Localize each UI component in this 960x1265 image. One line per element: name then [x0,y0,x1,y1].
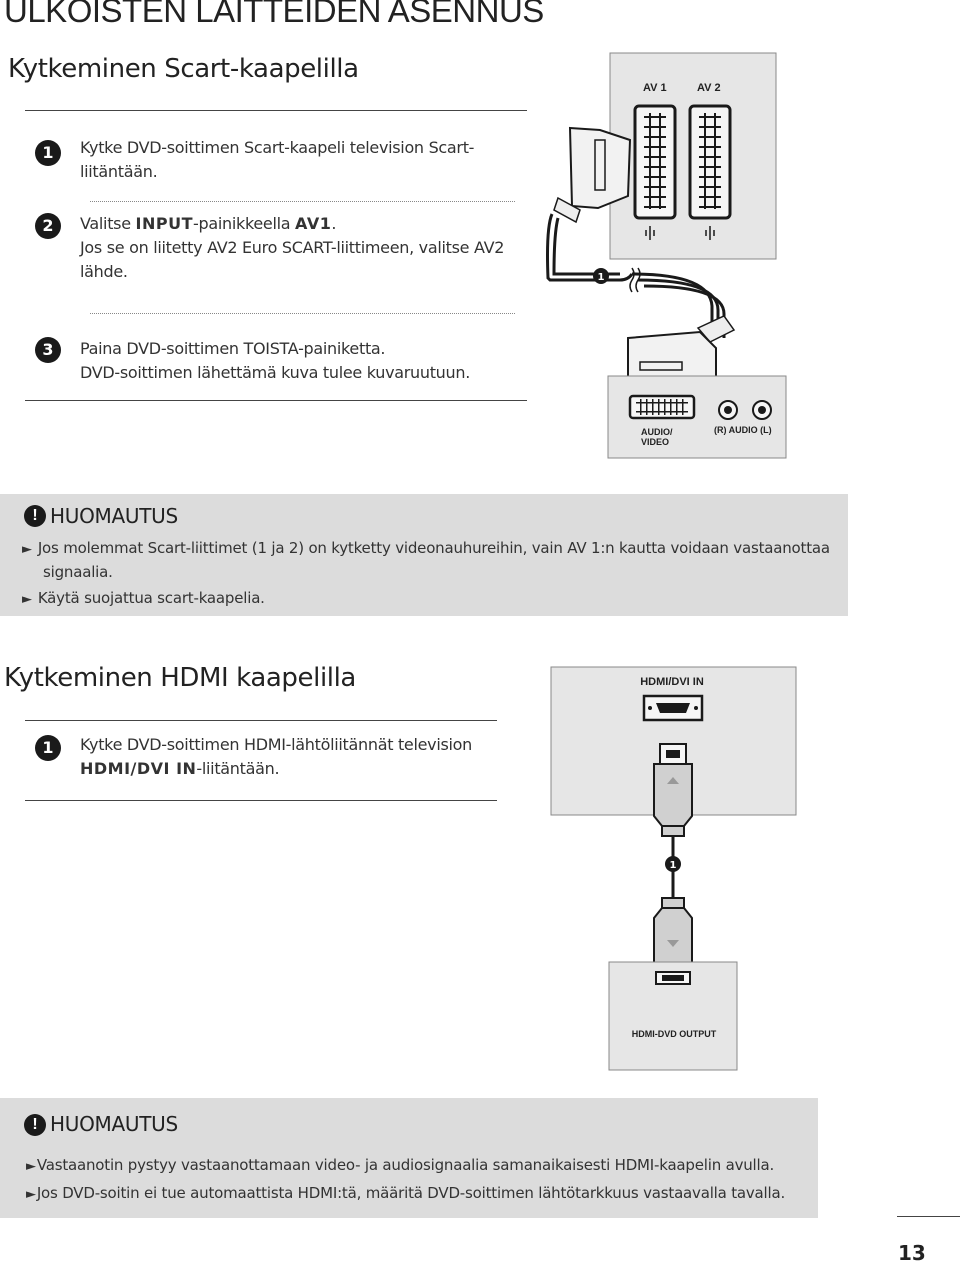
step-line: Jos se on liitetty AV2 Euro SCART-liittimeen, valitse AV2 [80,238,505,257]
hdmi-section-title: Kytkeminen HDMI kaapelilla [4,663,356,693]
cable-break-icon [630,268,640,292]
dotted-divider [90,201,515,202]
hdmi-dvd-output-label: HDMI-DVD OUTPUT [631,1029,717,1039]
dotted-divider [90,313,515,314]
bullet-arrow-icon: ► [26,1187,36,1202]
step-number-2: 2 [35,213,61,239]
step-line [80,757,490,781]
audio-r-jack-icon [719,401,737,419]
note-list [26,1152,816,1208]
note-list [22,535,832,613]
step-number-1: 1 [35,140,61,166]
audio-rl-label: (R) AUDIO (L) [714,425,772,435]
note-item [22,585,832,613]
scart-section-title: Kytkeminen Scart-kaapelilla [8,54,359,84]
note-box-hdmi [0,1098,818,1218]
note-item [26,1180,816,1208]
hdmi-plug-bottom-icon [654,898,692,966]
hdmi-plug-top-icon [654,744,692,836]
bullet-arrow-icon: ► [22,542,32,557]
av2-label: AV 2 [697,82,721,94]
input-key-label: INPUT [135,214,194,233]
step-line: Kytke DVD-soittimen HDMI-lähtöliitännät television [80,735,472,754]
step-text-part: -liitäntään. [196,759,280,778]
page-title: ULKOISTEN LAITTEIDEN ASENNUS [4,0,544,29]
scart-step-2-text [80,212,550,284]
hdmi-dvi-in-label: HDMI/DVI IN [640,676,704,688]
note-item-text: Jos DVD-soitin ei tue automaattista HDMI:tä, määritä DVD-soittimen lähtötarkkuus vastaavalla tavalla. [36,1184,786,1202]
page-number: 13 [898,1241,926,1265]
section-divider [25,400,527,401]
note-box-scart [0,494,848,616]
hdmi-step-1-text [80,733,490,781]
step-number-1: 1 [35,735,61,761]
step-text-part: Valitse [80,214,136,233]
hdmi-port-icon [644,696,702,720]
av1-scart-socket [635,106,675,218]
audio-video-label: AUDIO/ [641,427,673,437]
scart-step-1-text [80,136,540,184]
av1-key-label: AV1 [295,214,332,233]
step-line: DVD-soittimen lähettämä kuva tulee kuvaruutuun. [80,363,470,382]
step-number-3: 3 [35,337,61,363]
hdmi-dvi-in-key-label: HDMI/DVI IN [80,759,197,778]
step-line: lähde. [80,262,128,281]
hdmi-output-port-icon [656,972,690,984]
step-line: Paina DVD-soittimen TOISTA-painiketta. [80,339,386,358]
note-title: HUOMAUTUS [50,1112,178,1136]
section-divider [25,800,497,801]
bullet-arrow-icon: ► [22,592,32,607]
warning-icon: ! [24,505,46,527]
cable-marker-label: 1 [597,272,605,283]
av1-label: AV 1 [643,82,667,94]
cable-marker-label: 1 [669,860,677,871]
bullet-arrow-icon: ► [26,1159,36,1174]
note-title: HUOMAUTUS [50,504,178,528]
note-item [22,535,832,563]
note-item [26,1152,816,1180]
note-item-continued: signaalia. [43,563,113,581]
dvd-scart-socket [630,396,694,418]
note-item-text: Käytä suojattua scart-kaapelia. [37,589,265,607]
step-text-part: -painikkeella [193,214,296,233]
audio-l-jack-icon [753,401,771,419]
warning-icon: ! [24,1114,46,1136]
audio-video-label: VIDEO [641,437,670,447]
scart-step-3-text [80,337,550,385]
step-text-part: . [331,214,337,233]
scart-connection-diagram [540,48,790,464]
step-line [80,212,550,236]
footer-divider [897,1216,960,1217]
note-item-text: Vastaanotin pystyy vastaanottamaan video- ja audiosignaalia samanaikaisesti HDMI-kaapelin avulla. [36,1156,775,1174]
note-item-text: Jos molemmat Scart-liittimet (1 ja 2) on kytketty videonauhureihin, vain AV 1:n kautta voidaan vastaanottaa [37,539,830,557]
step-line: Kytke DVD-soittimen Scart-kaapeli television Scart-liitäntään. [80,138,475,181]
av2-scart-socket [690,106,730,218]
section-divider [25,110,527,111]
section-divider [25,720,497,721]
hdmi-connection-diagram [550,666,798,1074]
